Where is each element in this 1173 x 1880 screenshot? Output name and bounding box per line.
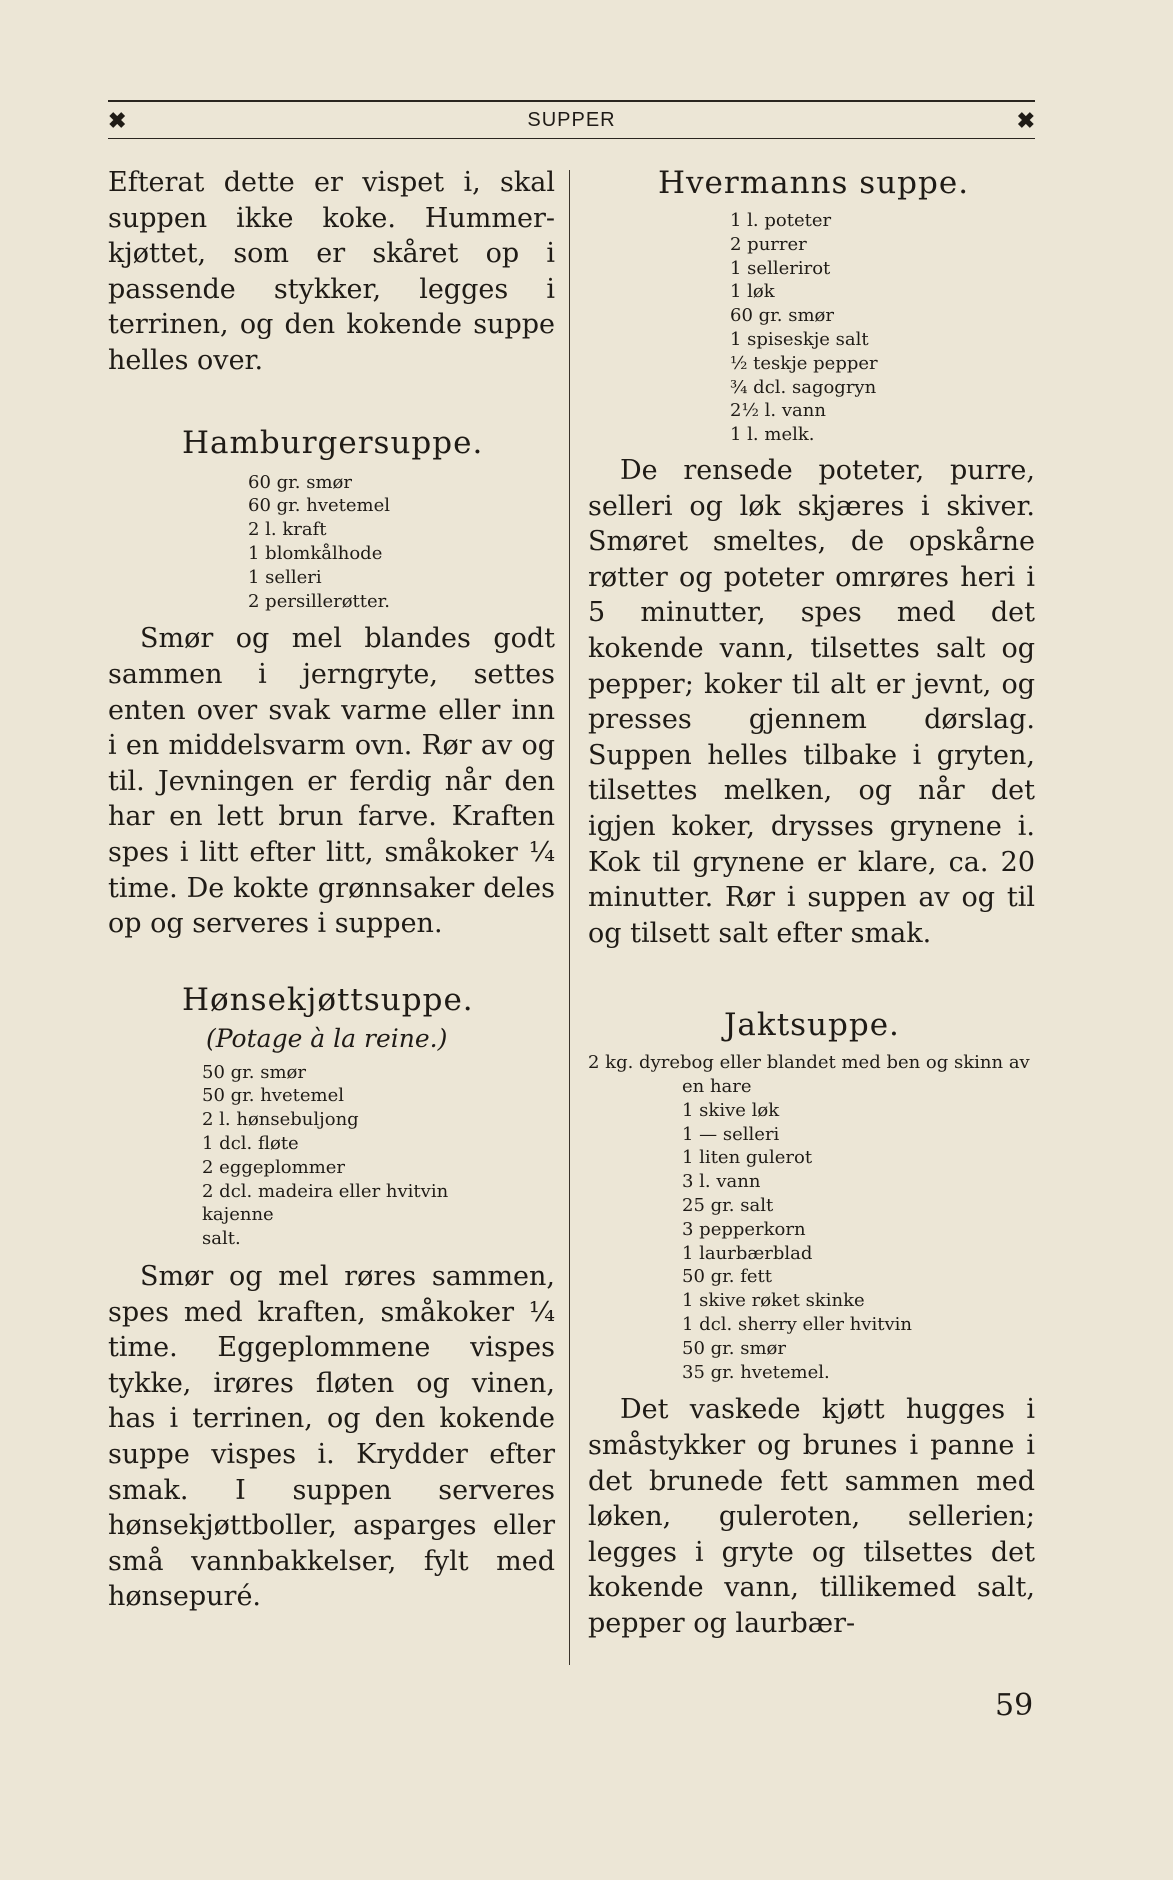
ingredient-item: 1 skive løk [682, 1099, 780, 1121]
ingredient-item: 60 gr. smør [248, 471, 352, 493]
ingredient-item: 1 l. poteter [730, 210, 832, 231]
ingredient-item: 2 l. hønsebuljong [202, 1109, 359, 1131]
column-divider [569, 170, 570, 1665]
recipe-title-honsekjottsuppe: Hønsekjøttsuppe. [182, 981, 474, 1018]
running-title: SUPPER [527, 109, 616, 131]
ingredient-item: salt. [202, 1228, 241, 1250]
recipe-title-hamburgersuppe: Hamburgersuppe. [182, 424, 484, 461]
intro-paragraph: Efterat dette er vispet i, skal suppen ikke koke. Hummerkjøttet, som er skåret op i passende stykker, legges i terrinen, og den kokende suppe helles over. [108, 167, 555, 376]
ingredient-item: ¾ dcl. sagogryn [730, 376, 877, 398]
header-ornament-left-icon: ✖ [108, 108, 127, 133]
ingredient-item: 60 gr. smør [730, 305, 834, 327]
ingredient-item: 25 gr. salt [682, 1195, 774, 1217]
ingredient-item: 1 sellerirot [730, 257, 831, 279]
recipe-subtitle-honsekjottsuppe: (Potage à la reine.) [206, 1023, 448, 1053]
ingredient-item: 50 gr. smør [682, 1337, 786, 1359]
ingredient-item: 1 løk [730, 281, 775, 303]
recipe-title-jaktsuppe: Jaktsuppe. [724, 1007, 900, 1044]
ingredient-item: 1 blomkålhode [248, 542, 383, 564]
ingredient-item: 2 purrer [730, 233, 807, 255]
ingredient-item: 60 gr. hvetemel [248, 495, 390, 517]
ingredient-item: 1 — selleri [682, 1123, 780, 1145]
ingredient-item: 3 l. vann [682, 1171, 761, 1193]
ingredient-item: 1 skive røket skinke [682, 1290, 865, 1312]
ingredient-item: 1 spiseskje salt [730, 328, 869, 350]
ingredient-item-first: 2 kg. dyrebog eller blandet med ben og skinn av en hare [588, 1052, 1030, 1098]
ingredient-list-jaktsuppe [682, 1099, 1035, 1385]
recipe-text-honsekjottsuppe: Smør og mel røres sammen, spes med kraften, småkoker ¼ time. Eggeplommene vispes tykke, irøres fløten og vinen, has i terrinen, og den kokende suppe vispes i. Krydder efter smak. I suppen serveres hønsekjøttboller, asparges eller små vannbakkelser, fylt med hønsepuré. [108, 1261, 555, 1613]
ingredient-item: 1 selleri [248, 566, 322, 588]
page-number: 59 [995, 1688, 1034, 1723]
ingredient-item: 1 dcl. fløte [202, 1133, 299, 1155]
header-ornament-right-icon: ✖ [1016, 108, 1035, 133]
right-column [588, 165, 1035, 1642]
ingredient-list-hvermanns-suppe [730, 209, 1035, 447]
recipe-title-hvermanns-suppe: Hvermanns suppe. [658, 165, 970, 201]
ingredient-item: 2 eggeplommer [202, 1156, 346, 1178]
ingredient-item: 50 gr. hvetemel [202, 1085, 344, 1107]
ingredient-item: ½ teskje pepper [730, 352, 878, 374]
ingredient-item: 1 l. melk. [730, 424, 815, 446]
running-header [108, 100, 1035, 139]
ingredient-list-honsekjottsuppe [202, 1061, 555, 1251]
recipe-text-hamburgersuppe: Smør og mel blandes godt sammen i jerngryte, settes enten over svak varme eller inn i en middelsvarm ovn. Rør av og til. Jevningen er ferdig når den har en lett brun farve. Kraften spes i litt efter litt, småkoker ¼ time. De kokte grønnsaker deles op og serveres i suppen. [108, 623, 555, 940]
ingredient-item: 3 pepperkorn [682, 1218, 806, 1240]
ingredient-item: 2½ l. vann [730, 400, 826, 422]
ingredient-item: kajenne [202, 1204, 274, 1226]
ingredient-item: 2 dcl. madeira eller hvitvin [202, 1180, 449, 1202]
ingredient-list-hamburgersuppe [248, 471, 555, 614]
recipe-text-hvermanns-suppe: De rensede poteter, purre, selleri og løk skjæres i skiver. Smøret smeltes, de opskårne røtter og poteter omrøres heri i 5 minutter, spes med det kokende vann, tilsettes salt og pepper; koker til alt er jevnt, og presses gjennem dørslag. Suppen helles tilbake i gryten, tilsettes melken, og når det igjen koker, drysses grynene i. Kok til grynene er klare, ca. 20 minutter. Rør i suppen av og til og tilsett salt efter smak. [588, 454, 1035, 949]
recipe-text-jaktsuppe: Det vaskede kjøtt hugges i småstykker og brunes i panne i det brunede fett sammen med løken, guleroten, sellerien; legges i gryte og tilsettes det kokende vann, tillikemed salt, pepper og laurbær- [588, 1394, 1035, 1639]
ingredient-item: 50 gr. fett [682, 1266, 772, 1288]
ingredient-item: 50 gr. smør [202, 1061, 306, 1083]
ingredient-item: 35 gr. hvetemel. [682, 1361, 830, 1383]
ingredient-item: 2 l. kraft [248, 519, 327, 541]
ingredient-item: 1 laurbærblad [682, 1242, 813, 1264]
ingredient-item: 2 persillerøtter. [248, 590, 391, 612]
left-column [108, 165, 555, 1615]
ingredient-item: 1 liten gulerot [682, 1147, 813, 1169]
ingredient-item: 1 dcl. sherry eller hvitvin [682, 1314, 912, 1336]
